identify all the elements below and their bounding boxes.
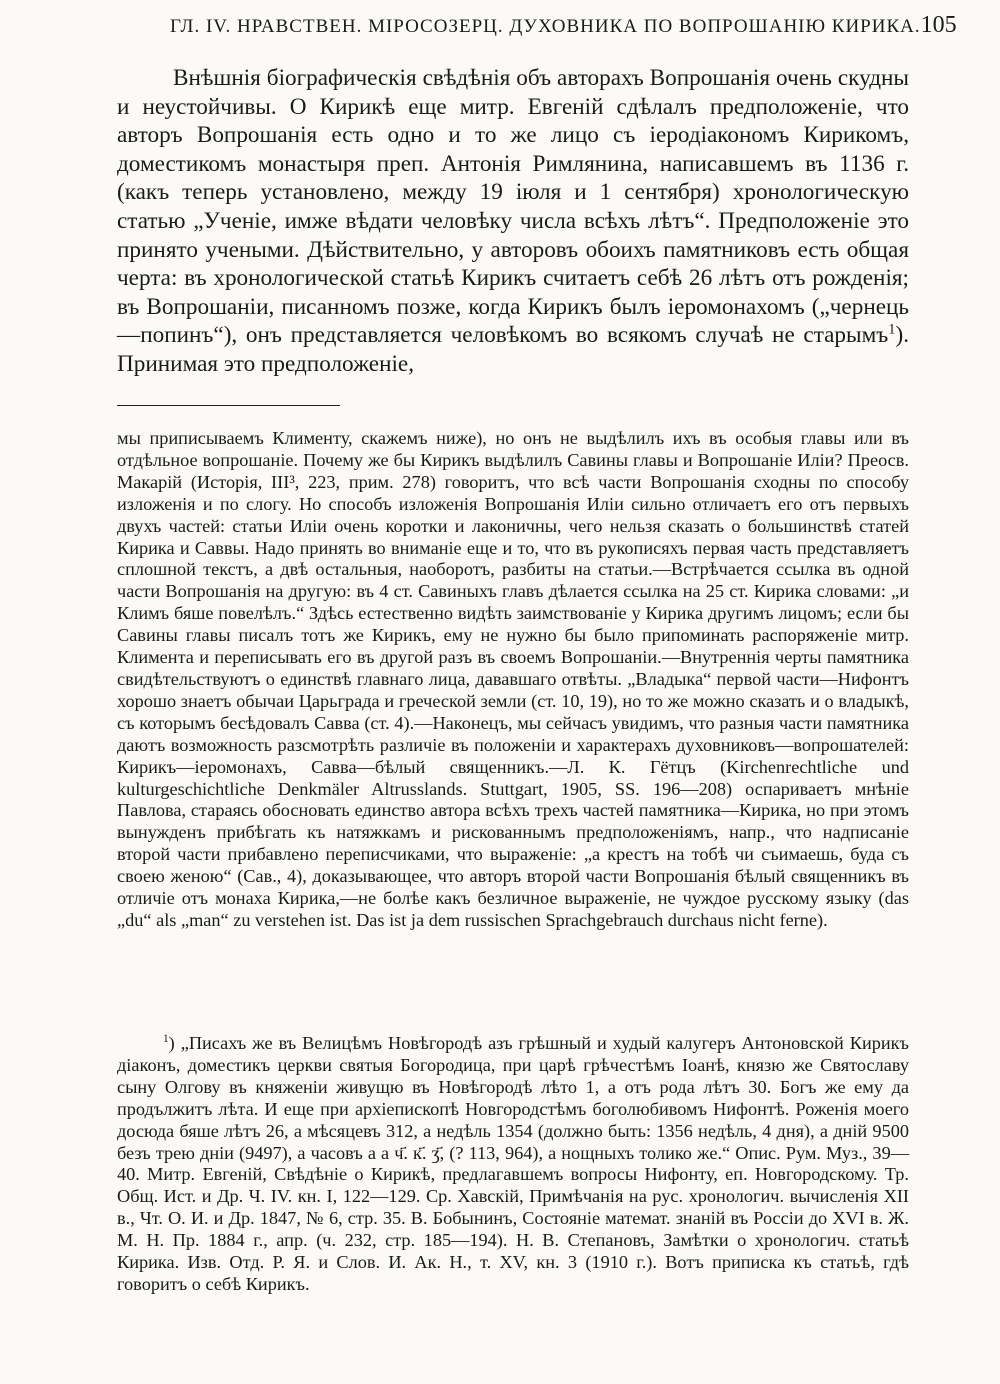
footnote-1-text: ) „Писахъ же въ Велицѣмъ Новѣгородѣ азъ грѣшный и худый калугеръ Антоновской Кирикъ діаконъ, доместикъ церкви святыя Богородица, при царѣ грѣчестѣмъ Іоанѣ, князю же Святославу сыну Олгову въ княженіи живущю въ Новѣгородѣ лѣто 1, а отъ рода лѣтъ 30. Богъ же ему да продължитъ лѣта. И еще при архіепископѣ Новгородстѣмъ боголюбивомъ Нифонтѣ. Роженія моего досюда бяше лѣтъ 26, а мѣсяцевъ 312, а недѣль 1354 (должно быть: 1356 недѣль, 4 дня), а днiй 9500 безъ трею днiи (9497), а часовъ а а ч҃. к҃. ӡ҃, (? 113, 964), а нощныхъ толико же.“ Опис. Рум. Муз., 39—40. Митр. Евгеній, Свѣдѣніе о Кирикѣ, предлагавшемъ вопросы Нифонту, еп. Новгородскому. Тр. Общ. Ист. и Др. Ч. IV. кн. I, 122—129. Ср. Хавскій, Примѣчанія на рус. хронологич. вычисленія XII в., Чт. О. И. и Др. 1847, № 6, стр. 35. В. Бобынинъ, Состояніе математ. знаній въ Россіи до XVI в. Ж. М. Н. Пр. 1884 г., апр. (ч. 232, стр. 185—194). Н. В. Степановъ, Замѣтки о хронологич. статьѣ Кирика. Изв. Отд. Р. Я. и Слов. И. Ак. Н., т. XV, кн. 3 (1910 г.). Вотъ приписка къ статьѣ, гдѣ говоритъ о себѣ Кирикъ. — [117, 1033, 909, 1294]
running-title: ГЛ. IV. НРАВСТВЕН. МІРОСОЗЕРЦ. ДУХОВНИКА ПО ВОПРОШАНІЮ КИРИКА. — [170, 16, 921, 37]
main-text-tail: ). Принимая это предположеніе, — [117, 322, 909, 377]
footnote-1 — [117, 1033, 909, 1296]
footnote-separator — [117, 405, 340, 406]
footnote-reference: 1 — [888, 321, 896, 338]
main-text: Внѣшнія біографическія свѣдѣнія объ авторахъ Вопрошанія очень скудны и неустойчивы. О Кирикѣ еще митр. Евгеній сдѣлалъ предположеніе, что авторъ Вопрошанія есть одно и то же лицо съ іеродіакономъ Кирикомъ, доместикомъ монастыря преп. Антонія Римлянина, написавшемъ въ 1136 г. (какъ теперь установлено, между 19 іюля и 1 сентября) хронологическую статью „Ученіе, имже вѣдати человѣку числа всѣхъ лѣтъ“. Предположеніе это принято учеными. Дѣйствительно, у авторовъ обоихъ памятниковъ есть общая черта: въ хронологической статьѣ Кирикъ считаетъ себѣ 26 лѣтъ отъ рожденія; въ Вопрошаніи, писанномъ позже, когда Кирикъ былъ іеромонахомъ („чернець—попинъ“), онъ представляется человѣкомъ во всякомъ случаѣ не старымъ — [117, 65, 909, 349]
footnote-1-mark: 1 — [163, 1032, 169, 1045]
main-paragraph — [117, 64, 909, 379]
page-number: 105 — [920, 12, 957, 38]
footnote-1-body — [117, 1033, 909, 1296]
footnote-continued: мы приписываемъ Клименту, скажемъ ниже), но онъ не выдѣлилъ ихъ въ особыя главы или въ отдѣльное вопрошаніе. Почему же бы Кирикъ выдѣлилъ Савины главы и Вопрошаніе Иліи? Преосв. Макарій (Исторія, III³, 223, прим. 278) говоритъ, что всѣ части Вопрошанія сходны по способу изложенія и по слогу. Но способъ изложенія Вопрошанія Иліи сильно отличаетъ его отъ первыхъ двухъ частей: статьи Иліи очень коротки и лаконичны, чего нельзя сказать о большинствѣ статей Кирика и Саввы. Надо принять во вниманіе еще и то, что въ рукописяхъ первая часть представляетъ сплошной текстъ, а двѣ остальныя, наоборотъ, разбиты на статьи.—Встрѣчается ссылка въ одной части Вопрошанія на другую: въ 4 ст. Савиныхъ главъ дѣлается ссылка на 25 ст. Кирика словами: „и Климъ бяше повелѣлъ.“ Здѣсь естественно видѣть заимствованіе у Кирика другимъ лицомъ; если бы Савины главы писалъ тотъ же Кирикъ, ему не нужно бы было припоминать распоряженіе митр. Климента и переписывать его въ другой разъ въ своемъ Вопрошаніи.—Внутреннія черты памятника свидѣтельствуютъ о единствѣ главнаго лица, дававшаго отвѣты. „Владыка“ первой части—Нифонтъ хорошо знаетъ обычаи Царьграда и греческой земли (ст. 10, 19), но то же можно сказать и о владыкѣ, съ которымъ бесѣдовалъ Савва (ст. 4).—Наконецъ, мы сейчасъ увидимъ, что разныя части памятника даютъ возможность разсмотрѣть различіе въ положеніи и характерахъ духовниковъ—вопрошателей: Кирикъ—іеромонахъ, Савва—бѣлый священникъ.—Л. К. Гётцъ (Kirchenrechtliche und kulturgeschichtliche Denkmäler Altrusslands. Stuttgart, 1905, SS. 196—208) оспариваетъ мнѣніе Павлова, стараясь обосновать единство автора всѣхъ трехъ частей памятника—Кирика, но при этомъ вынужденъ прибѣгать къ натяжкамъ и рискованнымъ предположеніямъ, напр., что надписаніе второй части прибавлено переписчиками, что выраженіе: „а крестъ на тобѣ чи съимаешь, буда съ своею женою“ (Сав., 4), доказывающее, что авторъ второй части Вопрошанія бѣлый священникъ въ отличіе отъ монаха Кирика,—не болѣе какъ безличное выраженіе, не чуждое русскому языку (das „du“ als „man“ zu verstehen ist. Das ist ja dem russischen Sprachgebrauch durchaus nicht ferne). — [117, 428, 909, 930]
page-header — [170, 12, 957, 48]
